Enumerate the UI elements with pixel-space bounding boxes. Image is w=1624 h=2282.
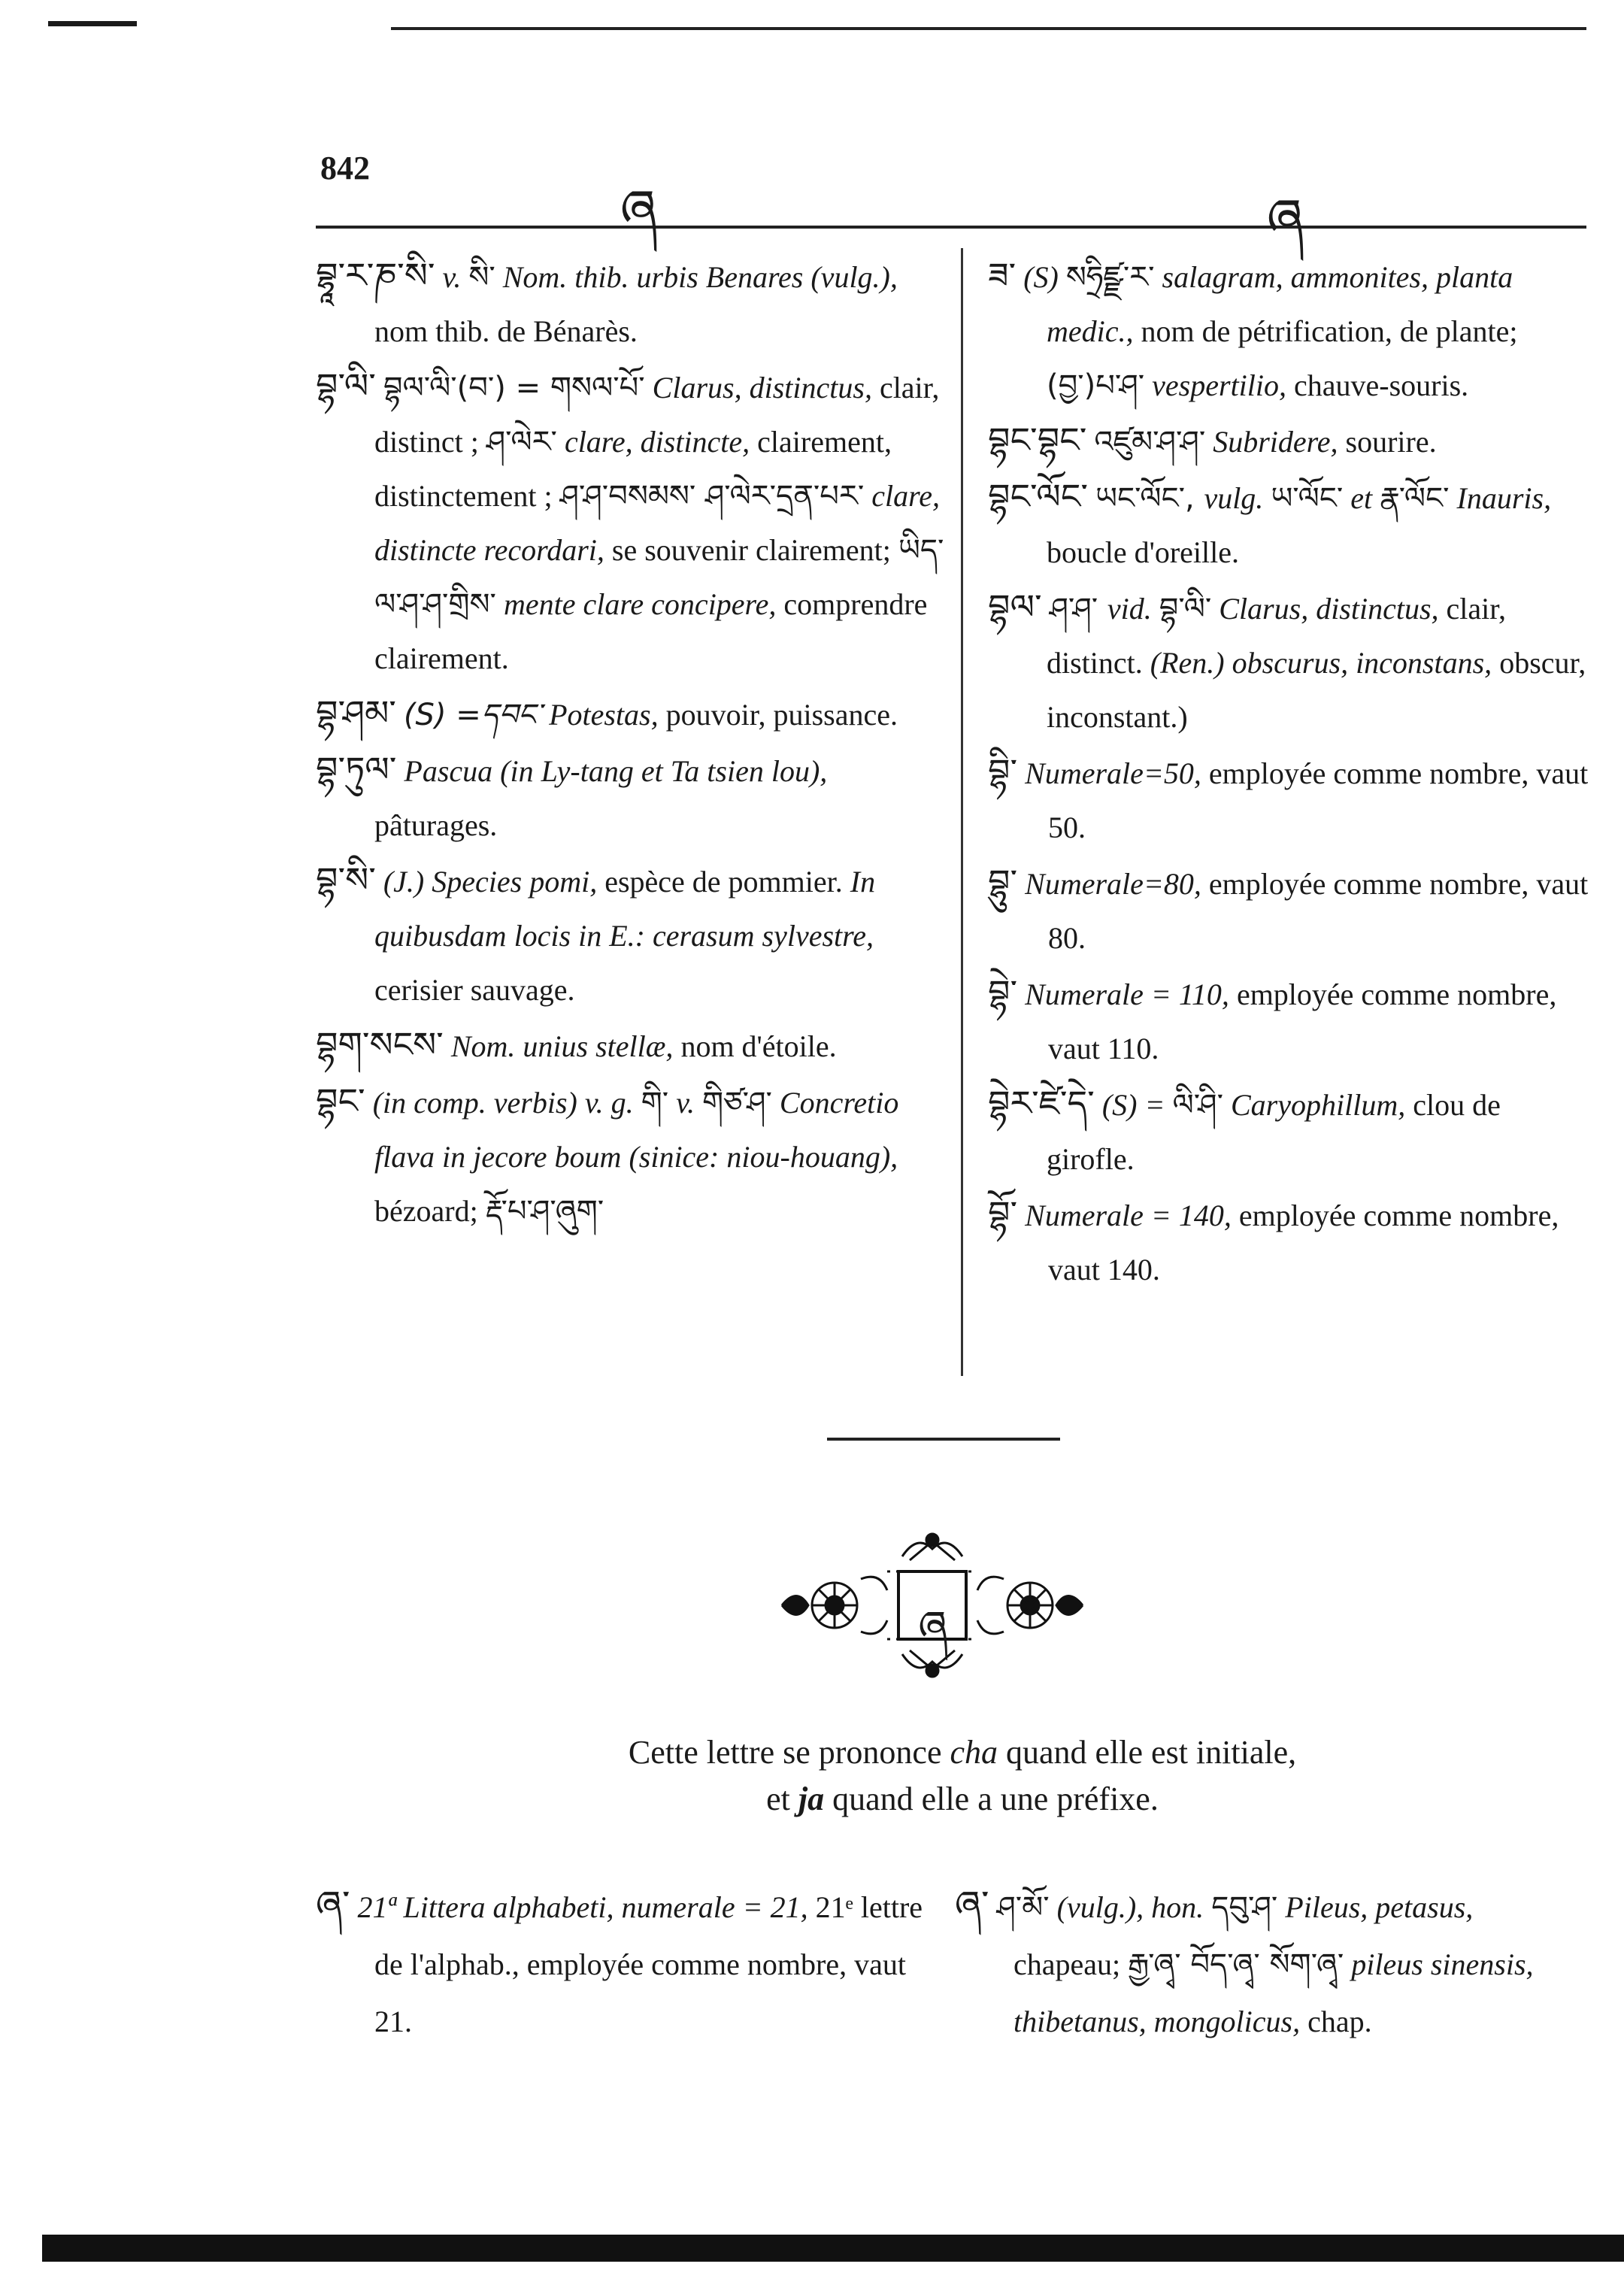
- french-text: clair, distinct ;: [374, 371, 940, 459]
- french-text: bézoard;: [374, 1194, 486, 1228]
- headword: བྷེར་ཛེ་དེ་: [988, 1083, 1095, 1123]
- french-text: cerisier sauvage.: [374, 973, 575, 1007]
- headword: བྷ་ཤམ་: [316, 692, 396, 733]
- tibetan-text: ཤ་ཤ་བསམས་ ཤ་ལེར་དྲན་པར་: [559, 479, 865, 514]
- latin-text: Pascua (in Ly-tang et Ta tsien lou),: [404, 754, 828, 788]
- french-text: comprendre clairement.: [374, 587, 928, 675]
- french-text: boucle d'oreille.: [1047, 535, 1239, 569]
- left-column: [316, 248, 947, 1238]
- latin-text: vid.: [1107, 592, 1159, 626]
- intro-emphasis: cha: [950, 1734, 998, 1771]
- headword: བྷཱ་ར་ཎ་སི་: [316, 255, 435, 295]
- tibetan-text: ལི་ཤི་: [1172, 1088, 1223, 1123]
- headword: བྷ་ཏུལ་: [316, 749, 397, 789]
- header-letter-right: ཞ: [1267, 187, 1304, 249]
- latin-text: vulg.: [1204, 481, 1271, 515]
- intro-emphasis: ja: [798, 1780, 825, 1817]
- entry-clarus: [316, 359, 947, 686]
- entry-numerale-80: [988, 855, 1589, 965]
- tibetan-text: དབུ་ཤ་: [1211, 1890, 1278, 1925]
- latin-text: 21ª Littera alphabeti, numerale = 21,: [357, 1890, 808, 1924]
- headword: བྷོ་: [988, 1193, 1018, 1234]
- latin-text: pileus sinensis, thibetanus, mongolicus,: [1013, 1947, 1534, 2038]
- tibetan-text: རྡོ་པ་ཤ་ཞུག་: [485, 1194, 604, 1229]
- latin-text: salagram, ammonites, planta medic.,: [1047, 260, 1513, 348]
- tibetan-text: ཡ་ལོང་: [1271, 481, 1344, 516]
- headword: བྷང་བྷང་: [988, 420, 1087, 460]
- headword: བྷང་: [316, 1080, 365, 1121]
- headword: བྷི་: [988, 751, 1018, 792]
- tibetan-text: ཤ་མོ་: [996, 1890, 1050, 1925]
- french-text: 21ᵉ lettre de l'alphab., employée comme nombre, vaut 21.: [374, 1890, 923, 2038]
- tibetan-text: རྒྱ་ཞྭ་ བོད་ཞྭ་ སོག་ཞྭ་: [1128, 1947, 1344, 1982]
- french-text: espèce de pommier.: [604, 865, 850, 899]
- bottom-border-band: [42, 2235, 1624, 2262]
- latin-text: Concretio flava in jecore boum (sinice: niou-houang),: [374, 1086, 899, 1174]
- headword: བྷང་ལོང་: [988, 476, 1088, 517]
- latin-text: mente clare concipere,: [503, 587, 777, 621]
- entry-text: v.: [442, 260, 469, 294]
- latin-text: Caryophillum,: [1231, 1088, 1406, 1122]
- french-text: clairement, distinctement ;: [374, 425, 892, 513]
- french-text: chauve-souris.: [1294, 368, 1469, 402]
- header-letter-left: ཞ: [620, 178, 657, 240]
- french-text: pâturages.: [374, 808, 498, 842]
- ornament-vignette: [774, 1519, 1090, 1692]
- entry-subridere: [988, 413, 1589, 469]
- headword: བྷག་སངས་: [316, 1024, 444, 1065]
- right-column: [988, 248, 1589, 1297]
- latin-text: Subridere,: [1213, 425, 1338, 459]
- entry-bezoard: [316, 1074, 947, 1238]
- french-text: employée comme nombre, vaut 50.: [1048, 756, 1589, 844]
- french-text: nom de pétrification, de plante;: [1141, 314, 1518, 348]
- entry-pascua: [316, 742, 947, 853]
- french-text: chap.: [1307, 2005, 1372, 2038]
- entry-letter-21: [316, 1876, 940, 2050]
- entry-potestas: [316, 686, 947, 742]
- intro-text: quand elle a une préfixe.: [824, 1780, 1159, 1817]
- latin-text: (S): [1023, 260, 1066, 294]
- tibetan-text: སཧྲིཛྫ་ར་: [1065, 260, 1155, 295]
- latin-text: (J.) Species pomi,: [383, 865, 598, 899]
- tibetan-text: ཡང་ལོང་,: [1095, 481, 1204, 516]
- french-text: sourire.: [1345, 425, 1437, 459]
- headword: ཟ་: [988, 255, 1017, 295]
- headword: བྷལ་: [988, 586, 1042, 627]
- header-rule: [316, 226, 1586, 229]
- tibetan-text: བྷ་ལི་: [1159, 592, 1212, 626]
- tibetan-text: (S) =དབང་: [403, 698, 542, 732]
- entry-caryophillum: [988, 1076, 1589, 1186]
- bottom-left-entry: [316, 1876, 940, 2050]
- tibetan-text: བྷལ་ལི་(བ་) = གསལ་པོ་: [383, 371, 645, 405]
- french-text: clou de girofle.: [1047, 1088, 1501, 1176]
- latin-text: Inauris,: [1456, 481, 1552, 515]
- latin-text: clare, distincte recordari,: [374, 479, 940, 567]
- entry-pileus: [955, 1876, 1586, 2050]
- french-text: clair, distinct.: [1047, 592, 1506, 680]
- tibetan-text: ཡིད་ལ་ཤ་ཤ་གྲིས་: [374, 533, 944, 622]
- tibetan-text: ཤ་ལེར་: [486, 425, 557, 459]
- entry-inauris: [988, 469, 1589, 580]
- french-text: obscur, inconstant.): [1047, 646, 1586, 734]
- french-text: employée comme nombre, vaut 80.: [1048, 867, 1589, 955]
- latin-text: et: [1350, 481, 1380, 515]
- french-text: nom d'étoile.: [680, 1029, 837, 1063]
- french-text: nom thib. de Bénarès.: [374, 314, 638, 348]
- headword: བྷ་ལི་: [316, 365, 376, 406]
- french-text: se souvenir clairement;: [611, 533, 898, 567]
- latin-text: (in comp. verbis) v. g.: [372, 1086, 641, 1120]
- entry-species-pomi: [316, 853, 947, 1017]
- latin-text: v.: [676, 1086, 702, 1120]
- latin-text: Numerale = 110,: [1025, 977, 1229, 1011]
- bottom-right-entry: [955, 1876, 1586, 2050]
- tibetan-text: (བྱ་)པ་ཤ་: [1047, 368, 1145, 403]
- headword: བྷེ་: [988, 972, 1018, 1013]
- page-number: 842: [320, 150, 370, 186]
- intro-text: quand elle est initiale,: [998, 1734, 1297, 1771]
- latin-text: vespertilio,: [1152, 368, 1287, 402]
- french-text: chapeau;: [1013, 1947, 1129, 1981]
- latin-text: Numerale = 140,: [1025, 1199, 1232, 1232]
- section-rule: [827, 1438, 1060, 1441]
- ornament-letter: ཞ: [918, 1602, 948, 1651]
- entry-clarus-vid: [988, 580, 1589, 744]
- letter-intro: [451, 1729, 1474, 1823]
- latin-text: (Ren.) obscurus, inconstans,: [1150, 646, 1492, 680]
- french-text: employée comme nombre, vaut 110.: [1048, 977, 1557, 1065]
- latin-text: Numerale=80,: [1025, 867, 1201, 901]
- latin-text: Pileus, petasus,: [1285, 1890, 1474, 1924]
- french-text: employée comme nombre, vaut 140.: [1048, 1199, 1559, 1286]
- headword: ཞ་: [955, 1883, 989, 1926]
- entry-salagram: [988, 248, 1589, 413]
- tibetan-text: རྣ་ལོང་: [1380, 481, 1450, 516]
- entry-numerale-110: [988, 965, 1589, 1076]
- french-text: pouvoir, puissance.: [665, 698, 898, 732]
- intro-line-2: [451, 1776, 1474, 1823]
- latin-text: Nom. thib. urbis Benares (vulg.),: [502, 260, 898, 294]
- latin-text: Clarus, distinctus,: [1219, 592, 1439, 626]
- column-divider: [961, 248, 963, 1376]
- latin-text: clare, distincte,: [564, 425, 750, 459]
- headword: ཞ་: [316, 1883, 350, 1926]
- tibetan-text: སི་: [468, 260, 495, 295]
- latin-text: Potestas,: [549, 698, 659, 732]
- entry-numerale-140: [988, 1186, 1589, 1297]
- intro-text: Cette lettre se prononce: [628, 1734, 950, 1771]
- intro-text: et: [766, 1780, 798, 1817]
- intro-line-1: [451, 1729, 1474, 1776]
- top-left-rule: [48, 21, 137, 26]
- tibetan-text: གི་: [641, 1086, 669, 1120]
- entry-numerale-50: [988, 744, 1589, 855]
- entry-stella: [316, 1017, 947, 1074]
- latin-text: Nom. unius stellæ,: [450, 1029, 674, 1063]
- tibetan-text: ཤ་ཤ་: [1049, 592, 1107, 626]
- latin-text: (vulg.), hon.: [1056, 1890, 1212, 1924]
- latin-text: (S) =: [1101, 1088, 1173, 1122]
- headword: བྷ་སི་: [316, 859, 376, 900]
- headword: བྷུ་: [988, 862, 1018, 902]
- latin-text: Clarus, distinctus,: [652, 371, 872, 405]
- top-rule: [391, 27, 1586, 30]
- entry-benares: [316, 248, 947, 359]
- tibetan-text: གིཙ་ཤ་: [702, 1086, 772, 1120]
- latin-text: Numerale=50,: [1025, 756, 1201, 790]
- tibetan-text: འཛུམ་ཤ་ཤ་: [1094, 425, 1206, 459]
- latin-text: In quibusdam locis in E.: cerasum sylvestre,: [374, 865, 876, 953]
